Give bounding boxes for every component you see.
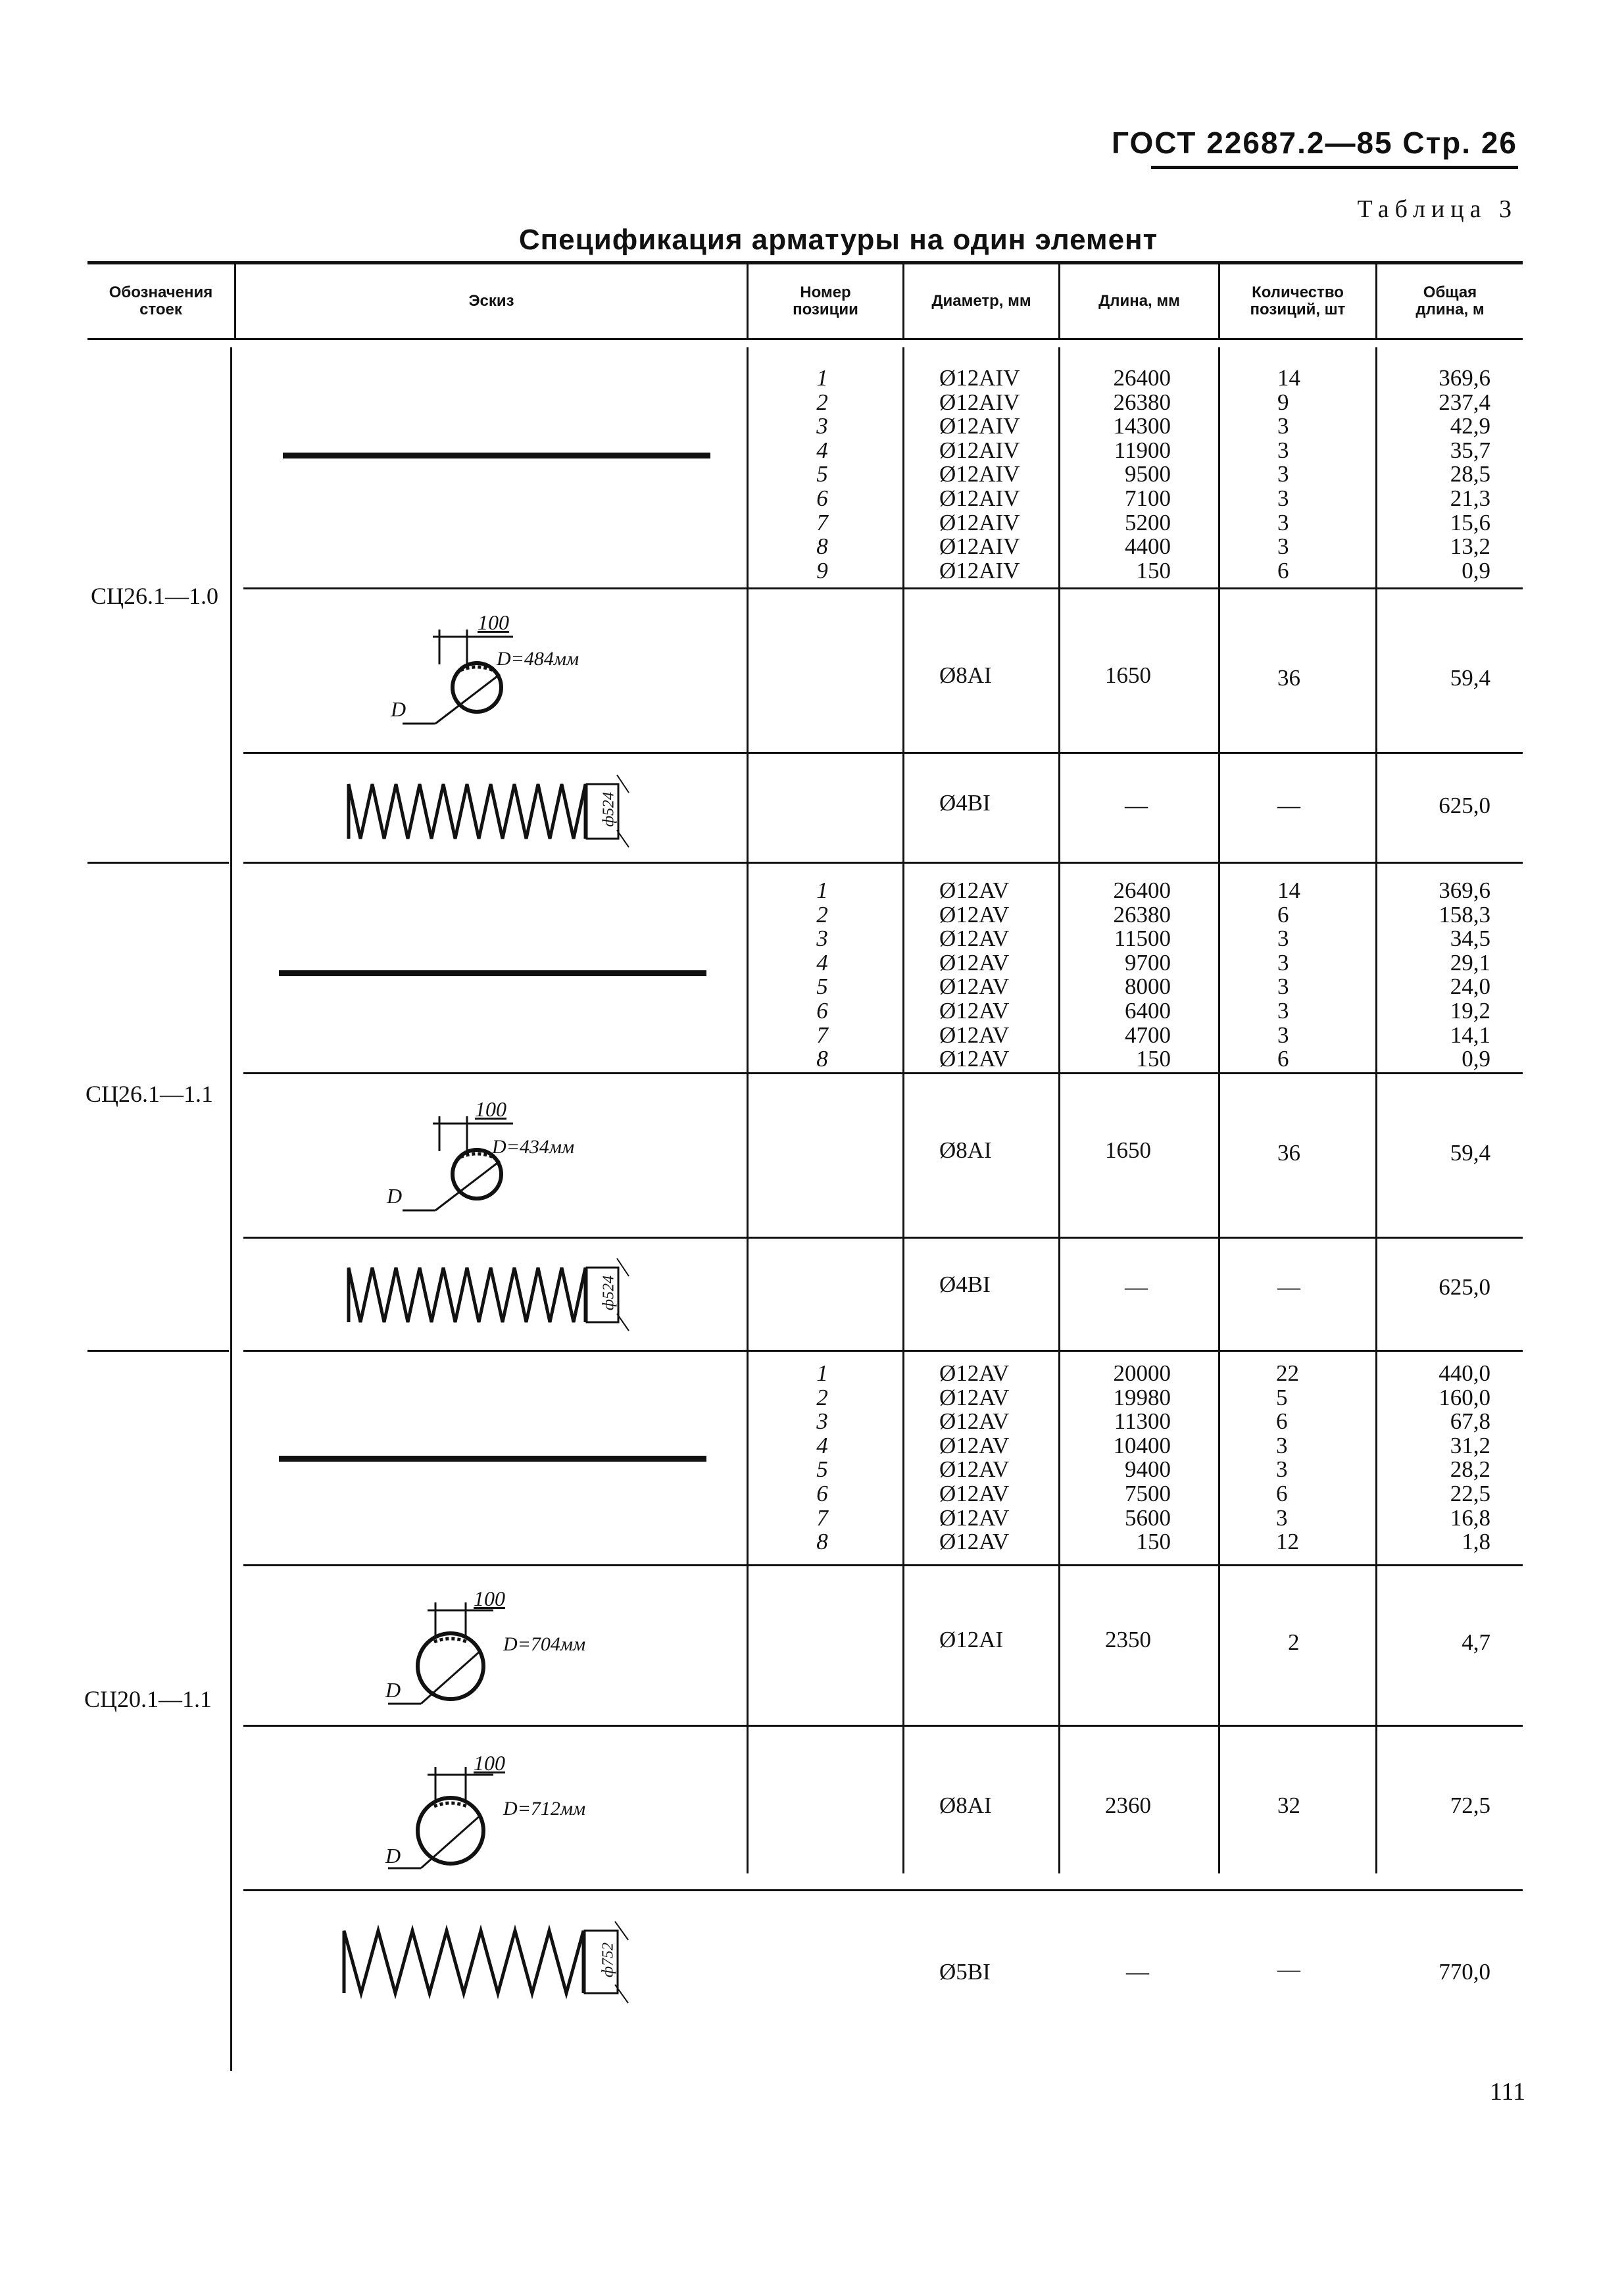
count-value: — <box>1277 1956 1300 1982</box>
dimension-100: 100 <box>474 1751 505 1775</box>
element-designation: СЦ26.1—1.0 <box>91 583 219 609</box>
count-value: 36 <box>1277 665 1300 691</box>
diameter-values: Ø12AV Ø12AV Ø12AV Ø12AV Ø12AV Ø12AV Ø12AV Ø12AV <box>939 878 1010 1072</box>
header-col-rule <box>1375 264 1377 338</box>
ring-hook <box>434 1803 467 1806</box>
longitudinal-bar-sketch <box>279 970 706 976</box>
length-value: 1650 <box>1105 662 1151 688</box>
element-designation: СЦ20.1—1.1 <box>84 1686 212 1712</box>
header-col-rule <box>1218 264 1220 338</box>
length-values: 26400 26380 14300 11900 9500 7100 5200 4400 150 <box>1113 365 1171 583</box>
group-separator <box>87 1350 229 1352</box>
diameter-value: Ø4BI <box>939 790 991 816</box>
ring-hook <box>434 1639 467 1642</box>
spiral-pitch-label: ф524 <box>600 1275 618 1311</box>
count-value: 36 <box>1277 1140 1300 1166</box>
ring-sketch <box>381 1102 645 1220</box>
d-label: D <box>391 697 406 721</box>
dimension-100: 100 <box>478 610 509 634</box>
leader-line <box>421 1816 480 1868</box>
longitudinal-bar-sketch <box>279 1456 706 1462</box>
ring-diameter-label: D=704мм <box>503 1633 586 1655</box>
table-title: Спецификация арматуры на один элемент <box>518 224 1158 256</box>
header-col-rule <box>902 264 904 338</box>
col-header-sketch: Эскиз <box>468 292 514 310</box>
ring-diameter-label: D=484мм <box>497 648 579 670</box>
diameter-value: Ø8AI <box>939 1793 992 1818</box>
total-value: 59,4 <box>1450 665 1490 691</box>
dimension-100: 100 <box>474 1587 505 1610</box>
diameter-value: Ø12AI <box>939 1627 1004 1652</box>
row-separator <box>243 752 1523 754</box>
leader-line <box>435 1161 500 1210</box>
total-value: 770,0 <box>1439 1959 1490 1985</box>
spiral-sketch <box>342 770 645 855</box>
spiral-zigzag <box>349 784 585 839</box>
dimension-100: 100 <box>475 1097 506 1121</box>
row-separator <box>243 1889 1523 1891</box>
data-column-rule <box>902 347 904 1873</box>
ring-circle <box>418 1633 483 1699</box>
table-number-label: Таблица 3 <box>1357 195 1517 223</box>
spiral-zigzag <box>344 1931 583 1993</box>
length-value: — <box>1126 1959 1149 1985</box>
d-label: D <box>387 1184 403 1208</box>
diameter-value: Ø5BI <box>939 1959 991 1985</box>
count-values: 14 6 3 3 3 3 3 6 <box>1277 878 1300 1072</box>
ring-diameter-label: D=434мм <box>492 1136 575 1158</box>
position-numbers: 1 2 3 4 5 6 7 8 <box>816 878 828 1072</box>
col-header-count: Количество позиций, шт <box>1250 284 1346 318</box>
count-values: 22 5 6 3 3 6 3 12 <box>1276 1360 1299 1555</box>
row-separator <box>243 1350 1523 1352</box>
header-bottom-rule <box>87 338 1523 340</box>
ring-sketch <box>381 615 645 733</box>
diameter-value: Ø8AI <box>939 662 992 688</box>
position-numbers: 1 2 3 4 5 6 7 8 <box>816 1360 828 1555</box>
row-separator <box>243 1072 1523 1074</box>
ring-diameter-label: D=712мм <box>503 1798 586 1820</box>
length-value: — <box>1125 1274 1148 1300</box>
diameter-values: Ø12AV Ø12AV Ø12AV Ø12AV Ø12AV Ø12AV Ø12AV Ø12AV <box>939 1360 1010 1555</box>
col-header-length: Длина, мм <box>1098 292 1180 310</box>
total-value: 625,0 <box>1439 793 1490 818</box>
count-values: 14 9 3 3 3 3 3 3 6 <box>1277 365 1300 583</box>
ring-circle <box>418 1798 483 1864</box>
length-value: 2360 <box>1105 1793 1151 1818</box>
page-number: 111 <box>1489 2078 1525 2106</box>
spiral-pitch-label: ф752 <box>599 1942 617 1978</box>
row-separator <box>243 587 1523 589</box>
row-separator <box>243 1564 1523 1566</box>
col-header-designation: Обозначения стоек <box>109 284 213 318</box>
row-separator <box>243 1237 1523 1239</box>
diameter-values: Ø12AIV Ø12AIV Ø12AIV Ø12AIV Ø12AIV Ø12AIV Ø12AIV Ø12AIV Ø12AIV <box>939 365 1020 583</box>
total-value: 72,5 <box>1450 1793 1490 1818</box>
col-header-total: Общая длина, м <box>1415 284 1485 318</box>
spiral-sketch <box>339 1911 641 2023</box>
d-label: D <box>385 1678 401 1702</box>
count-value: 32 <box>1277 1793 1300 1818</box>
row-separator <box>243 1725 1523 1727</box>
header-underline <box>1151 166 1518 169</box>
length-value: — <box>1125 793 1148 818</box>
total-value: 4,7 <box>1462 1629 1490 1655</box>
header-col-rule <box>747 264 749 338</box>
sketch-column-rule <box>230 347 232 2071</box>
total-values: 440,0 160,0 67,8 31,2 28,2 22,5 16,8 1,8 <box>1439 1360 1490 1555</box>
total-values: 369,6 158,3 34,5 29,1 24,0 19,2 14,1 0,9 <box>1439 878 1490 1072</box>
leader-line <box>435 674 500 724</box>
count-value: 2 <box>1288 1629 1300 1655</box>
diameter-value: Ø4BI <box>939 1272 991 1297</box>
d-label: D <box>385 1844 401 1868</box>
data-column-rule <box>747 347 749 1873</box>
header-col-rule <box>1058 264 1060 338</box>
length-values: 20000 19980 11300 10400 9400 7500 5600 150 <box>1113 1360 1171 1555</box>
row-separator <box>243 862 1523 864</box>
total-value: 625,0 <box>1439 1274 1490 1300</box>
length-value: 2350 <box>1105 1627 1151 1652</box>
col-header-diameter: Диаметр, мм <box>931 292 1031 310</box>
group-separator <box>87 862 229 864</box>
page-header: ГОСТ 22687.2—85 Стр. 26 <box>1111 126 1517 160</box>
leader-line <box>421 1651 480 1704</box>
total-value: 59,4 <box>1450 1140 1490 1166</box>
header-col-rule <box>234 264 236 338</box>
spiral-pitch-label: ф524 <box>600 791 618 828</box>
count-value: — <box>1277 1274 1300 1300</box>
data-column-rule <box>1218 347 1220 1873</box>
element-designation: СЦ26.1—1.1 <box>86 1081 214 1107</box>
length-value: 1650 <box>1105 1137 1151 1163</box>
col-header-position: Номер позиции <box>793 284 858 318</box>
count-value: — <box>1277 793 1300 818</box>
diameter-value: Ø8AI <box>939 1137 992 1163</box>
longitudinal-bar-sketch <box>283 453 710 458</box>
position-numbers: 1 2 3 4 5 6 7 8 9 <box>816 365 828 583</box>
spiral-sketch <box>342 1253 645 1339</box>
total-values: 369,6 237,4 42,9 35,7 28,5 21,3 15,6 13,2 0,9 <box>1439 365 1490 583</box>
length-values: 26400 26380 11500 9700 8000 6400 4700 150 <box>1113 878 1171 1072</box>
spiral-zigzag <box>349 1268 585 1322</box>
